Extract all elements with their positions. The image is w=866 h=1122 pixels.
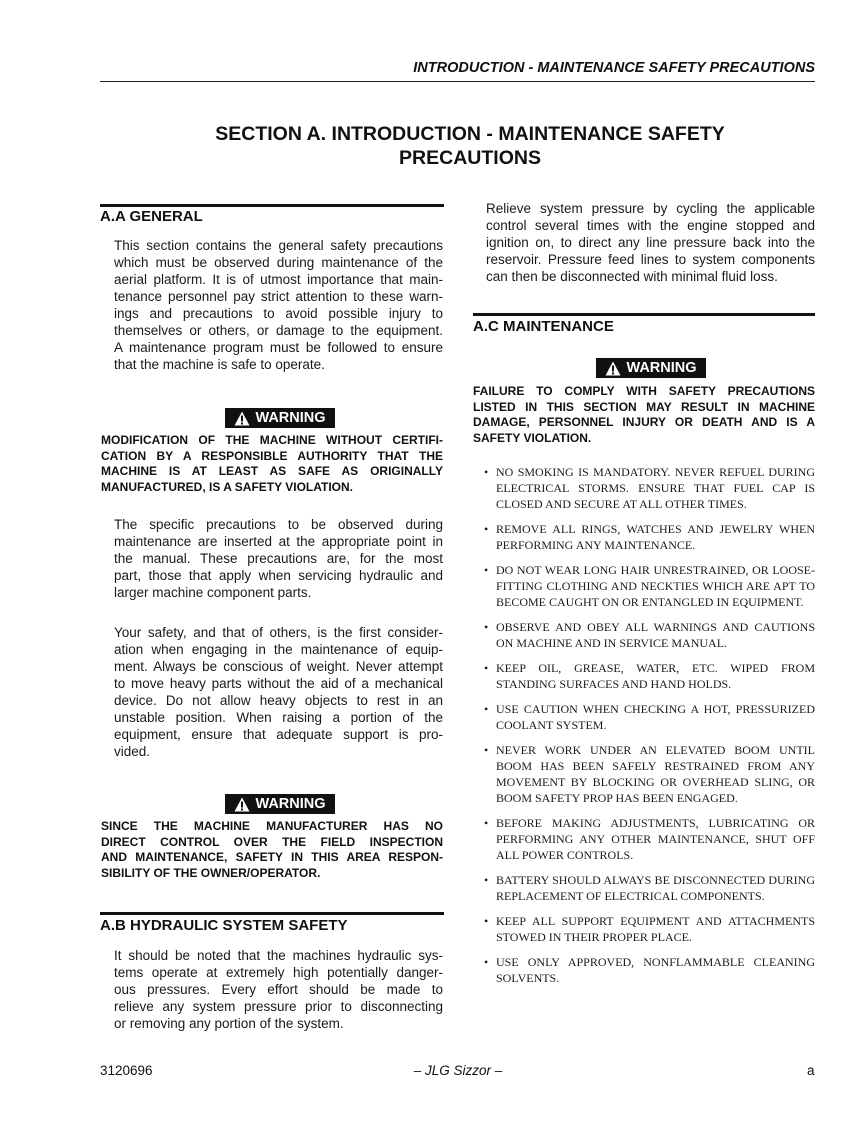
maintenance-heading: A.C MAINTENANCE	[473, 318, 614, 335]
maintenance-bullet-item: • NO SMOKING IS MANDATORY. NEVER REFUEL DURING ELECTRICAL STORMS. ENSURE THAT FUEL CAP IS CLOSED AND SECURE AT ALL OTHER TIMES.	[484, 464, 815, 512]
text-line: that the machine is safe to operate.	[114, 357, 325, 372]
maintenance-heading-rule	[473, 313, 815, 316]
text-line: tenance personnel pay strict attention to these warn-	[114, 289, 443, 304]
text-line: maintenance are inserted at the appropriate point in	[114, 534, 443, 549]
general-heading-rule	[100, 204, 444, 207]
text-line: to move heavy parts without the aid of a mechanical	[114, 676, 443, 691]
text-line: relieve any system pressure prior to disconnecting	[114, 999, 443, 1014]
section-title-line: SECTION A. INTRODUCTION - MAINTENANCE SAFETY	[215, 123, 725, 145]
text-line: SAFETY VIOLATION.	[473, 430, 592, 445]
footer-title: – JLG Sizzor –	[413, 1063, 503, 1078]
general-heading: A.A GENERAL	[100, 208, 203, 225]
text-line: FAILURE TO COMPLY WITH SAFETY PRECAUTIONS	[473, 384, 815, 398]
text-line: tems operate at extremely high potentially danger-	[114, 965, 443, 980]
warning-badge-label: WARNING	[626, 360, 697, 376]
text-line: ignition on, to direct any line pressure back into the	[486, 235, 815, 250]
text-line: AND MAINTENANCE, SAFETY IN THIS AREA RESPON-	[101, 850, 443, 864]
section-title	[100, 122, 840, 170]
maintenance-bullet-item: • BEFORE MAKING ADJUSTMENTS, LUBRICATING OR PERFORMING ANY OTHER MAINTENANCE, SHUT OFF ALL POWER CONTROLS.	[484, 815, 815, 863]
maintenance-bullet-item: • BATTERY SHOULD ALWAYS BE DISCONNECTED DURING REPLACEMENT OF ELECTRICAL COMPONENTS.	[484, 872, 815, 904]
text-line: DIRECT CONTROL OVER THE FIELD INSPECTION	[101, 834, 443, 849]
warning-badge-3	[596, 358, 706, 378]
text-line: unstable position. When raising a portion of the	[114, 710, 443, 725]
hydraulic-heading: A.B HYDRAULIC SYSTEM SAFETY	[100, 917, 348, 934]
general-paragraph-1	[114, 237, 443, 373]
text-line: SINCE THE MACHINE MANUFACTURER HAS NO	[101, 819, 443, 833]
text-line: MANUFACTURED, IS A SAFETY VIOLATION.	[101, 479, 354, 494]
general-paragraph-2	[114, 516, 443, 601]
text-line: It should be noted that the machines hydraulic sys-	[114, 948, 443, 963]
footer-page-number: a	[807, 1063, 815, 1078]
text-line: MODIFICATION OF THE MACHINE WITHOUT CERTIFI-	[101, 433, 443, 447]
warning-triangle-icon	[605, 361, 621, 376]
text-line: can then be disconnected with minimal fluid loss.	[486, 269, 778, 284]
text-line: aerial platform. It is of utmost importance that main-	[114, 272, 443, 287]
maintenance-bullet-item: • REMOVE ALL RINGS, WATCHES AND JEWELRY WHEN PERFORMING ANY MAINTENANCE.	[484, 521, 815, 553]
text-line: themselves or others, or damage to the equipment.	[114, 323, 443, 338]
text-line: the manual. These precautions are, for the most	[114, 551, 443, 566]
maintenance-bullet-item: • NEVER WORK UNDER AN ELEVATED BOOM UNTIL BOOM HAS BEEN SAFELY RESTRAINED FROM ANY MOVEMENT BY BLOCKING OR OVERHEAD SLING, OR BOOM SAFETY PROP HAS BEEN ENGAGED.	[484, 742, 815, 806]
text-line: The specific precautions to be observed during	[114, 517, 443, 532]
maintenance-bullet-item: • USE ONLY APPROVED, NONFLAMMABLE CLEANING SOLVENTS.	[484, 954, 815, 986]
hydraulic-heading-rule	[100, 912, 444, 915]
running-head: INTRODUCTION - MAINTENANCE SAFETY PRECAUTIONS	[413, 60, 815, 76]
text-line: or removing any portion of the system.	[114, 1016, 344, 1031]
warning-badge-2	[225, 794, 335, 814]
warning-text-1	[101, 433, 443, 495]
text-line: reservoir. Pressure feed lines to system components	[486, 252, 815, 267]
text-line: CATION BY A RESPONSIBLE AUTHORITY THAT THE	[101, 448, 443, 463]
text-line: ous pressures. Every effort should be made to	[114, 982, 443, 997]
text-line: ings and precautions to avoid possible injury to	[114, 306, 443, 321]
section-title-line: PRECAUTIONS	[399, 147, 541, 169]
text-line: Relieve system pressure by cycling the applicable	[486, 201, 815, 216]
maintenance-bullet-list	[484, 464, 815, 995]
general-paragraph-3	[114, 624, 443, 760]
header-rule	[100, 81, 815, 82]
text-line: SIBILITY OF THE OWNER/OPERATOR.	[101, 865, 321, 880]
hydraulic-paragraph-1	[114, 947, 443, 1032]
hydraulic-paragraph-2	[486, 200, 815, 285]
text-line: MACHINE IS AT LEAST AS SAFE AS ORIGINALLY	[101, 464, 443, 478]
text-line: Your safety, and that of others, is the first consider-	[114, 625, 443, 640]
footer-doc-number: 3120696	[100, 1063, 153, 1078]
warning-text-2	[101, 819, 443, 881]
text-line: This section contains the general safety precautions	[114, 238, 443, 253]
maintenance-bullet-item: • DO NOT WEAR LONG HAIR UNRESTRAINED, OR LOOSE-FITTING CLOTHING AND NECKTIES WHICH ARE APT TO BECOME CAUGHT ON OR ENTANGLED IN EQUIPMENT.	[484, 562, 815, 610]
text-line: control several times with the engine stopped and	[486, 218, 815, 233]
text-line: LISTED IN THIS SECTION MAY RESULT IN MACHINE	[473, 399, 815, 414]
text-line: ment. Always be conscious of weight. Never attempt	[114, 659, 443, 674]
warning-badge-1	[225, 408, 335, 428]
text-line: A maintenance program must be followed to ensure	[114, 340, 443, 355]
maintenance-bullet-item: • KEEP ALL SUPPORT EQUIPMENT AND ATTACHMENTS STOWED IN THEIR PROPER PLACE.	[484, 913, 815, 945]
text-line: larger machine component parts.	[114, 585, 312, 600]
warning-text-3	[473, 384, 815, 446]
text-line: part, those that apply when servicing hydraulic and	[114, 568, 443, 583]
warning-triangle-icon	[234, 797, 250, 812]
warning-triangle-icon	[234, 411, 250, 426]
text-line: vided.	[114, 744, 151, 759]
text-line: which must be observed during maintenance of the	[114, 255, 443, 270]
text-line: DAMAGE, PERSONNEL INJURY OR DEATH AND IS A	[473, 415, 815, 429]
maintenance-bullet-item: • OBSERVE AND OBEY ALL WARNINGS AND CAUTIONS ON MACHINE AND IN SERVICE MANUAL.	[484, 619, 815, 651]
text-line: device. Do not allow heavy objects to rest in an	[114, 693, 443, 708]
maintenance-bullet-item: • KEEP OIL, GREASE, WATER, ETC. WIPED FROM STANDING SURFACES AND HAND HOLDS.	[484, 660, 815, 692]
text-line: ation when engaging in the maintenance of equip-	[114, 642, 443, 657]
maintenance-bullet-item: • USE CAUTION WHEN CHECKING A HOT, PRESSURIZED COOLANT SYSTEM.	[484, 701, 815, 733]
warning-badge-label: WARNING	[255, 796, 326, 812]
text-line: equipment, ensure that adequate support is pro-	[114, 727, 443, 742]
warning-badge-label: WARNING	[255, 410, 326, 426]
